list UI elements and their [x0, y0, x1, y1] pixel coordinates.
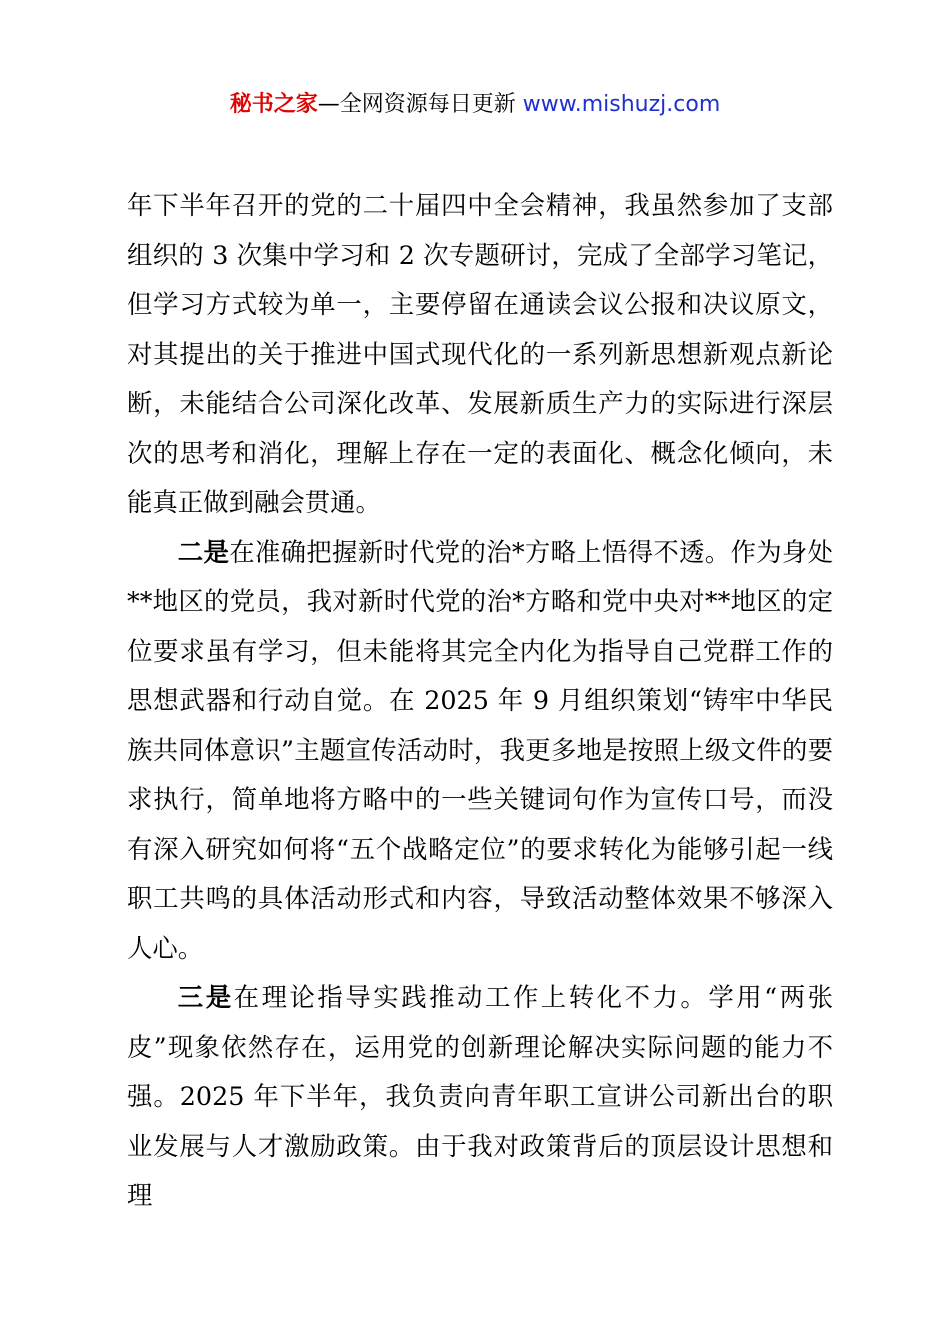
paragraph-lead: 三是 — [177, 982, 234, 1012]
header-tagline: —全网资源每日更新 — [317, 92, 523, 117]
document-body — [127, 181, 833, 1221]
paragraph-lead: 二是 — [177, 536, 230, 567]
paragraph-continued: 年下半年召开的党的二十届四中全会精神，我虽然参加了支部组织的 3 次集中学习和 2 次专题研讨，完成了全部学习笔记，但学习方式较为单一，主要停留在通读会议公报和决议原文，对其提出的关于推进中国式现代化的一系列新思想新观点新论断，未能结合公司深化改革、发展新质生产力的实际进行深层次的思考和消化，理解上存在一定的表面化、概念化倾向，未能真正做到融会贯通。 — [127, 190, 833, 517]
header-url[interactable]: www.mishuzj.com — [522, 92, 721, 117]
page-header — [0, 88, 950, 122]
header-brand: 秘书之家 — [229, 92, 318, 117]
paragraph-text: 在准确把握新时代党的治*方略上悟得不透。作为身处**地区的党员，我对新时代党的治*方略和党中央对**地区的定位要求虽有学习，但未能将其完全内化为指导自己党群工作的思想武器和行动自觉。在 2025 年 9 月组织策划“铸牢中华民族共同体意识”主题宣传活动时，我更多地是按照上级文件的要求执行，简单地将方略中的一些关键词句作为宣传口号，而没有深入研究如何将“五个战略定位”的要求转化为能够引起一线职工共鸣的具体活动形式和内容，导致活动整体效果不够深入人心。 — [127, 536, 833, 963]
paragraph-text: 在理论指导实践推动工作上转化不力。学用“两张皮”现象依然存在，运用党的创新理论解决实际问题的能力不强。2025 年下半年，我负责向青年职工宣讲公司新出台的职业发展与人才激励政策。由于我对政策背后的顶层设计思想和理 — [127, 982, 834, 1210]
paragraph-second-point — [127, 528, 833, 974]
paragraph-third-point — [127, 973, 833, 1221]
